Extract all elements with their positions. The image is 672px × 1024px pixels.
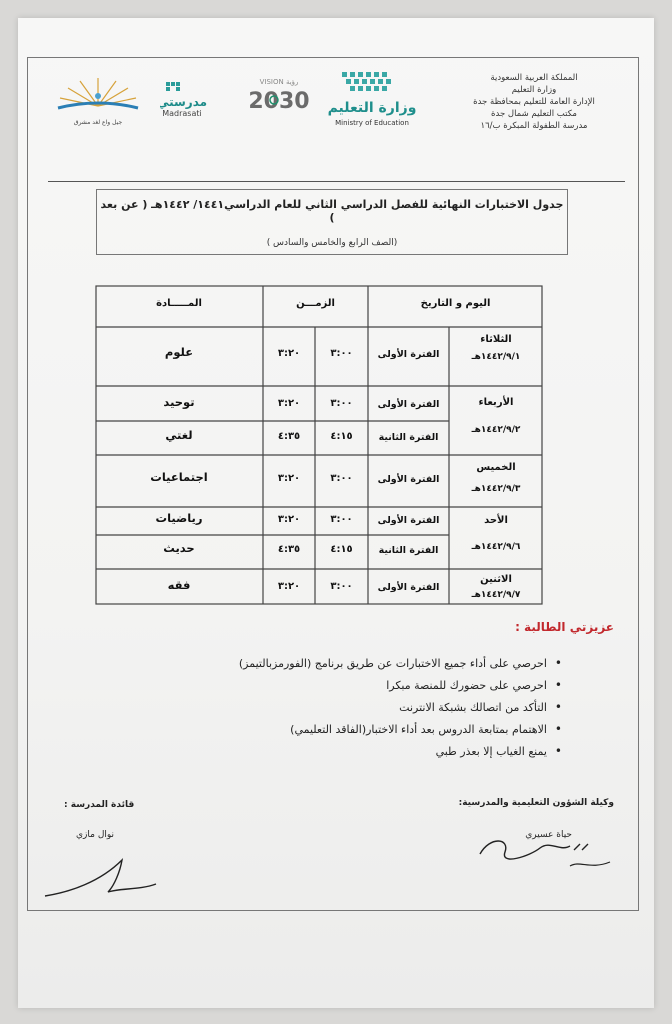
principal-name: نوال مازي bbox=[76, 830, 115, 840]
header-line: وزارة التعليم bbox=[511, 85, 557, 95]
row-time-to: ٤:٣٥ bbox=[277, 431, 301, 442]
row-period: الفترة الأولى bbox=[377, 582, 440, 593]
row-date: ١٤٤٢/٩/٦هـ bbox=[471, 542, 521, 552]
header-line: مكتب التعليم شمال جدة bbox=[491, 109, 577, 119]
row-date: ١٤٤٢/٩/٣هـ bbox=[471, 484, 521, 494]
moe-arabic-name: وزارة التعليم bbox=[327, 100, 417, 116]
row-date: ١٤٤٢/٩/١هـ bbox=[471, 352, 521, 362]
schedule-title: جدول الاختبارات النهائية للفصل الدراسي الثاني للعام الدراسي١٤٤١/ ١٤٤٢هـ ( عن بعد ) bbox=[100, 198, 564, 224]
row-time-from: ٣:٠٠ bbox=[330, 398, 353, 409]
header-time: الزمـــن bbox=[296, 298, 335, 309]
header-line: مدرسة الطفولة المبكرة ب/١٦ bbox=[480, 121, 588, 131]
row-time-to: ٣:٢٠ bbox=[277, 398, 301, 409]
vice-principal-name: حياة عسيري bbox=[525, 830, 572, 840]
row-time-to: ٣:٢٠ bbox=[277, 473, 301, 484]
row-time-from: ٤:١٥ bbox=[330, 544, 353, 555]
tips-heading: عزيزتي الطالبة : bbox=[515, 620, 614, 634]
principal-title: قائدة المدرسة : bbox=[64, 800, 135, 810]
header-subject: المـــــادة bbox=[156, 298, 202, 309]
list-item: • يمنع الغياب إلا بعذر طبي bbox=[132, 740, 562, 762]
row-period: الفترة الأولى bbox=[377, 349, 440, 360]
row-period: الفترة الثانية bbox=[378, 432, 439, 443]
row-time-from: ٤:١٥ bbox=[330, 431, 353, 442]
exam-schedule-table bbox=[95, 285, 543, 605]
row-period: الفترة الأولى bbox=[377, 515, 440, 526]
row-subject: حديث bbox=[163, 541, 195, 555]
principal-signature bbox=[40, 852, 160, 902]
row-time-from: ٣:٠٠ bbox=[330, 348, 353, 359]
row-period: الفترة الثانية bbox=[378, 545, 439, 556]
header-line: الإدارة العامة للتعليم بمحافظة جدة bbox=[473, 97, 595, 107]
moe-emblem-icon bbox=[322, 70, 422, 130]
vice-principal-signature bbox=[470, 826, 620, 876]
ministry-header bbox=[444, 72, 624, 132]
ministry-of-education-logo bbox=[322, 70, 422, 130]
row-date: ١٤٤٢/٩/٢هـ bbox=[471, 425, 521, 435]
list-item: • احرصي على حضورك للمنصة مبكرا bbox=[132, 674, 562, 696]
list-item: • الاهتمام بمتابعة الدروس بعد أداء الاختبار(الفاقد التعليمي) bbox=[132, 718, 562, 740]
vice-principal-title: وكيلة الشؤون التعليمية والمدرسية: bbox=[458, 798, 614, 808]
row-day: الأحد bbox=[484, 515, 508, 526]
vision-label: VISION رؤية bbox=[259, 78, 299, 86]
madrasati-logo bbox=[160, 80, 232, 120]
row-time-to: ٣:٢٠ bbox=[277, 348, 301, 359]
vision-year: 2030 bbox=[248, 89, 310, 114]
row-time-to: ٣:٢٠ bbox=[277, 581, 301, 592]
row-time-from: ٣:٠٠ bbox=[330, 514, 353, 525]
school-slogan-logo bbox=[50, 76, 146, 128]
row-day: الاثنين bbox=[480, 574, 512, 585]
row-time-to: ٤:٣٥ bbox=[277, 544, 301, 555]
row-period: الفترة الأولى bbox=[377, 474, 440, 485]
row-subject: لغتي bbox=[165, 428, 193, 442]
row-time-from: ٣:٠٠ bbox=[330, 473, 353, 484]
header-line: المملكة العربية السعودية bbox=[490, 73, 578, 83]
madrasati-english-name: Madrasati bbox=[162, 109, 202, 118]
schedule-subtitle: (الصف الرابع والخامس والسادس ) bbox=[266, 238, 398, 248]
row-subject: فقه bbox=[167, 578, 191, 592]
header-divider bbox=[48, 181, 625, 182]
row-subject: توحيد bbox=[163, 395, 195, 409]
header-day-date: اليوم و التاريخ bbox=[420, 298, 491, 309]
row-date: ١٤٤٢/٩/٧هـ bbox=[471, 590, 521, 600]
tips-list bbox=[132, 652, 562, 762]
moe-english-name: Ministry of Education bbox=[335, 119, 409, 127]
row-subject: رياضيات bbox=[155, 511, 203, 525]
table-grid bbox=[95, 285, 543, 605]
row-day: الخميس bbox=[476, 462, 516, 473]
school-slogan: جيل واع لغد مشرق bbox=[73, 119, 123, 126]
figure-icon bbox=[95, 93, 101, 99]
vision-2030-logo bbox=[244, 72, 314, 124]
row-time-to: ٣:٢٠ bbox=[277, 514, 301, 525]
row-time-from: ٣:٠٠ bbox=[330, 581, 353, 592]
schedule-title-box bbox=[96, 189, 568, 255]
madrasati-arabic-name: مدرستي bbox=[160, 95, 208, 109]
row-day: الأربعاء bbox=[478, 397, 514, 408]
list-item: • التأكد من اتصالك بشبكة الانترنت bbox=[132, 696, 562, 718]
list-item: • احرصي على أداء جميع الاختبارات عن طريق برنامج (الفورمزبالتيمز) bbox=[132, 652, 562, 674]
row-day: الثلاثاء bbox=[480, 334, 512, 345]
row-subject: اجتماعيات bbox=[150, 470, 208, 484]
row-subject: علوم bbox=[164, 345, 194, 359]
row-period: الفترة الأولى bbox=[377, 399, 440, 410]
madrasati-pixel-icon bbox=[166, 82, 180, 91]
